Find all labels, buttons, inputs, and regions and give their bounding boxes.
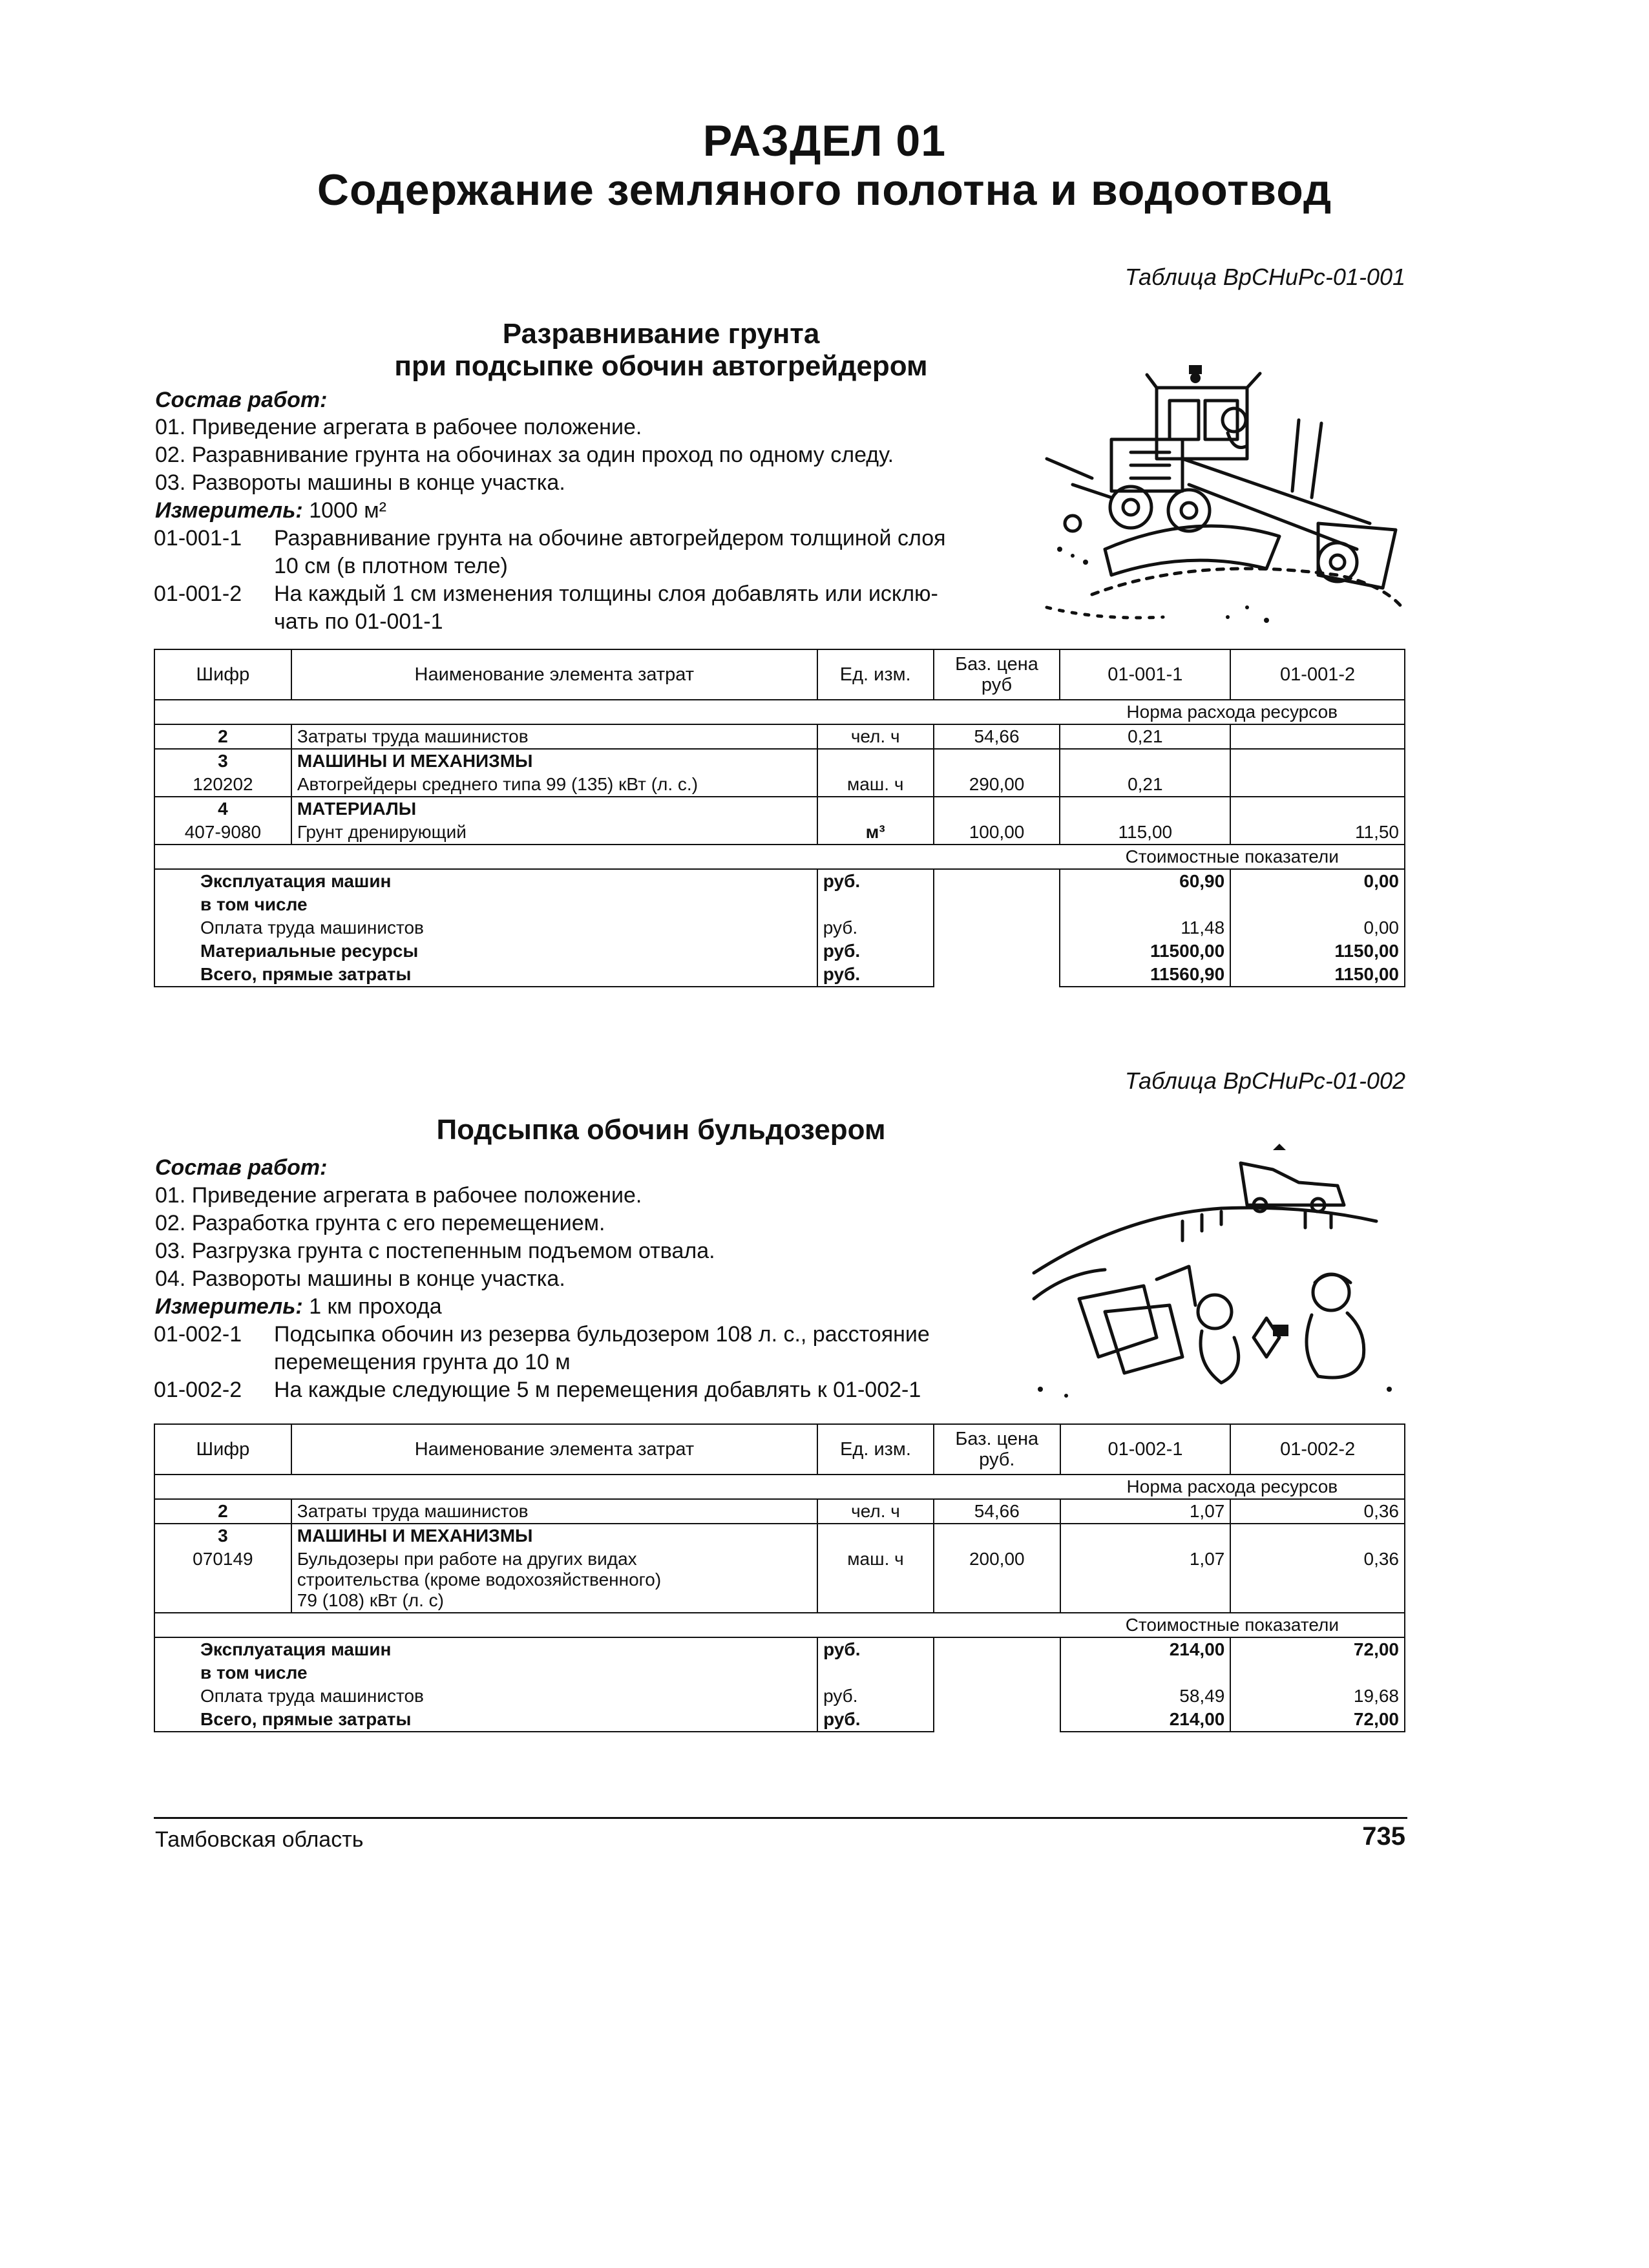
cost-label: Стоимостные показатели [1060, 1613, 1405, 1637]
measure-line [155, 1293, 442, 1321]
cost-unit: руб. [817, 1708, 934, 1732]
row-group-name: МАТЕРИАЛЫ [291, 797, 817, 821]
header-col1: 01-002-1 [1060, 1424, 1231, 1475]
row-v1: 1,07 [1060, 1548, 1231, 1613]
measure-value: 1 км прохода [309, 1294, 442, 1319]
row-v1: 0,21 [1060, 724, 1230, 749]
cost-label-row [154, 1613, 1405, 1637]
cost-row [154, 916, 1405, 940]
item-text: На каждые следующие 5 м перемещения добавлять к 01-002-1 [274, 1378, 921, 1402]
row-name: Затраты труда машинистов [291, 724, 817, 749]
cost-v2: 72,00 [1230, 1637, 1405, 1661]
cost-unit [817, 893, 934, 916]
table-ref-1: Таблица ВрСНиРс-01-001 [1124, 264, 1405, 290]
table-header-row [154, 649, 1405, 700]
item-text: Подсыпка обочин из резерва бульдозером 108 л. с., расстояние [274, 1322, 930, 1347]
row-code: 070149 [154, 1548, 291, 1613]
work-item: 03. Развороты машины в конце участка. [155, 470, 565, 495]
row-unit: чел. ч [817, 724, 934, 749]
cost-v1: 214,00 [1060, 1708, 1231, 1732]
item-text-cont: перемещения грунта до 10 м [274, 1350, 571, 1374]
work-item: 01. Приведение агрегата в рабочее положение. [155, 1183, 642, 1208]
cost-unit: руб. [817, 1685, 934, 1708]
row-unit: м³ [817, 821, 934, 845]
item-text: На каждый 1 см изменения толщины слоя добавлять или исклю- [274, 582, 938, 606]
table-row [154, 1499, 1405, 1524]
cost-row [154, 1637, 1405, 1661]
measure-value: 1000 м² [309, 498, 386, 523]
header-col2: 01-001-2 [1230, 649, 1405, 700]
cost-v2: 1150,00 [1230, 940, 1405, 963]
cost-v2: 1150,00 [1230, 963, 1405, 987]
header-unit: Ед. изм. [817, 649, 934, 700]
table-row [154, 1548, 1405, 1613]
table-row [154, 797, 1405, 821]
item-line [154, 1321, 930, 1349]
table1-title-line1: Разравнивание грунта [502, 318, 820, 350]
cost-unit: руб. [817, 916, 934, 940]
works-label: Состав работ: [155, 388, 328, 412]
row-code: 2 [154, 724, 291, 749]
item-code: 01-002-2 [154, 1378, 242, 1402]
header-name: Наименование элемента затрат [291, 1424, 817, 1475]
row-name: Грунт дренирующий [291, 821, 817, 845]
row-name: Бульдозеры при работе на других видах строительства (кроме водохозяйственного) 79 (108) кВт (л. с) [291, 1548, 817, 1613]
cost-v2: 0,00 [1230, 869, 1405, 893]
cost-row [154, 1685, 1405, 1708]
cost-unit [817, 1661, 934, 1685]
cost-name: Эксплуатация машин [154, 1637, 817, 1661]
cost-v2: 0,00 [1230, 916, 1405, 940]
row-v2: 0,36 [1230, 1548, 1405, 1613]
cost-unit: руб. [817, 940, 934, 963]
cost-name: Материальные ресурсы [154, 940, 817, 963]
row-code: 120202 [154, 773, 291, 797]
table1-title-line2: при подсыпке обочин автогрейдером [394, 350, 928, 382]
row-unit: маш. ч [817, 773, 934, 797]
table-row [154, 724, 1405, 749]
resource-table-2 [154, 1423, 1405, 1732]
measure-label: Измеритель: [155, 498, 303, 523]
header-unit: Ед. изм. [817, 1424, 934, 1475]
item-text-cont: чать по 01-001-1 [274, 609, 443, 634]
cost-row [154, 940, 1405, 963]
row-v2: 11,50 [1230, 821, 1405, 845]
grader-illustration [1034, 362, 1409, 633]
item-code: 01-002-1 [154, 1322, 242, 1347]
row-v2 [1230, 724, 1405, 749]
cost-v1 [1060, 893, 1230, 916]
row-name: Затраты труда машинистов [291, 1499, 817, 1524]
work-item: 02. Разработка грунта с его перемещением. [155, 1211, 605, 1235]
row-unit: чел. ч [817, 1499, 934, 1524]
section-title: Содержание земляного полотна и водоотвод [317, 165, 1332, 215]
row-v1: 115,00 [1060, 821, 1230, 845]
header-price: Баз. цена руб. [934, 1424, 1060, 1475]
cost-name: в том числе [154, 893, 817, 916]
cost-unit: руб. [817, 869, 934, 893]
header-code: Шифр [154, 649, 291, 700]
section-number: РАЗДЕЛ 01 [702, 116, 947, 165]
row-unit: маш. ч [817, 1548, 934, 1613]
header-col2: 01-002-2 [1230, 1424, 1405, 1475]
cost-row [154, 893, 1405, 916]
cost-v1: 11500,00 [1060, 940, 1230, 963]
work-item: 03. Разгрузка грунта с постепенным подъемом отвала. [155, 1239, 715, 1263]
cost-v2: 19,68 [1230, 1685, 1405, 1708]
norm-label: Норма расхода ресурсов [1060, 1475, 1405, 1499]
row-price: 290,00 [934, 773, 1060, 797]
row-price: 100,00 [934, 821, 1060, 845]
header-col1: 01-001-1 [1060, 649, 1230, 700]
cost-unit: руб. [817, 1637, 934, 1661]
item-code: 01-001-1 [154, 526, 242, 551]
item-text-cont: 10 см (в плотном теле) [274, 554, 508, 578]
row-v2 [1230, 773, 1405, 797]
footer-rule [154, 1817, 1407, 1819]
norm-label-row [154, 1475, 1405, 1499]
row-code: 3 [154, 1524, 291, 1548]
table-row [154, 749, 1405, 773]
norm-label: Норма расхода ресурсов [1060, 700, 1405, 724]
table2-title: Подсыпка обочин бульдозером [436, 1114, 886, 1146]
cost-name: в том числе [154, 1661, 817, 1685]
cost-unit: руб. [817, 963, 934, 987]
table-row [154, 1524, 1405, 1548]
cost-v1 [1060, 1661, 1231, 1685]
row-code: 4 [154, 797, 291, 821]
cost-row [154, 1661, 1405, 1685]
cost-name: Оплата труда машинистов [154, 916, 817, 940]
row-v1: 0,21 [1060, 773, 1230, 797]
table-row [154, 821, 1405, 845]
row-code: 2 [154, 1499, 291, 1524]
header-name: Наименование элемента затрат [291, 649, 817, 700]
row-v1: 1,07 [1060, 1499, 1231, 1524]
row-price: 54,66 [934, 1499, 1060, 1524]
row-name: Автогрейдеры среднего типа 99 (135) кВт (л. с.) [291, 773, 817, 797]
cost-v1: 11560,90 [1060, 963, 1230, 987]
item-text: Разравнивание грунта на обочине автогрейдером толщиной слоя [274, 526, 946, 551]
cost-v2 [1230, 1661, 1405, 1685]
row-price: 200,00 [934, 1548, 1060, 1613]
work-item: 04. Развороты машины в конце участка. [155, 1266, 565, 1291]
resource-table-1 [154, 649, 1405, 987]
cost-v2 [1230, 893, 1405, 916]
cost-v2: 72,00 [1230, 1708, 1405, 1732]
cost-label-row [154, 845, 1405, 869]
cost-row [154, 869, 1405, 893]
row-group-name: МАШИНЫ И МЕХАНИЗМЫ [291, 1524, 817, 1548]
table-header-row [154, 1424, 1405, 1475]
footer-region: Тамбовская область [155, 1827, 364, 1852]
cost-v1: 60,90 [1060, 869, 1230, 893]
page-number: 735 [1362, 1822, 1405, 1851]
cost-name: Оплата труда машинистов [154, 1685, 817, 1708]
cost-v1: 58,49 [1060, 1685, 1231, 1708]
table-row [154, 773, 1405, 797]
row-group-name: МАШИНЫ И МЕХАНИЗМЫ [291, 749, 817, 773]
work-item: 01. Приведение агрегата в рабочее положение. [155, 415, 642, 439]
row-v2: 0,36 [1230, 1499, 1405, 1524]
work-item: 02. Разравнивание грунта на обочинах за один проход по одному следу. [155, 443, 894, 467]
header-price: Баз. цена руб [934, 649, 1060, 700]
cost-label: Стоимостные показатели [1060, 845, 1405, 869]
item-line [154, 525, 946, 552]
header-code: Шифр [154, 1424, 291, 1475]
row-price: 54,66 [934, 724, 1060, 749]
row-code: 407-9080 [154, 821, 291, 845]
measure-line [155, 497, 386, 525]
cost-name: Всего, прямые затраты [154, 963, 817, 987]
cost-row [154, 963, 1405, 987]
works-label: Состав работ: [155, 1155, 328, 1180]
row-code: 3 [154, 749, 291, 773]
cost-v1: 11,48 [1060, 916, 1230, 940]
item-line [154, 580, 938, 608]
item-line [154, 1376, 921, 1404]
measure-label: Измеритель: [155, 1294, 303, 1319]
cost-name: Всего, прямые затраты [154, 1708, 817, 1732]
item-code: 01-001-2 [154, 582, 242, 606]
cost-name: Эксплуатация машин [154, 869, 817, 893]
cost-row [154, 1708, 1405, 1732]
bulldozer-illustration [1027, 1144, 1409, 1402]
norm-label-row [154, 700, 1405, 724]
table-ref-2: Таблица ВрСНиРс-01-002 [1124, 1067, 1405, 1094]
cost-v1: 214,00 [1060, 1637, 1231, 1661]
